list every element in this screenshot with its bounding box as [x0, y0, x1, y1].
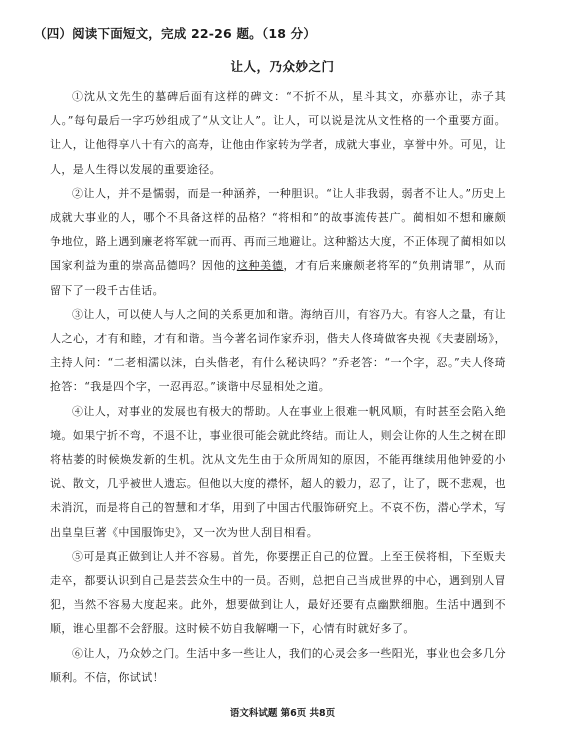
underlined-phrase: 这种美德: [236, 259, 284, 273]
paragraph-2-text: ②让人，并不是懦弱，而是一种涵养，一种胆识。“让人非我弱，弱者不让人。”历史上成就大事业的人，哪个不具备这样的品格？“将相和”的故事流传甚广。蔺相如不想和廉颇争地位，路上遇到廉老将军就一而再、再而三地避让。这种豁达大度，不正体现了蔺相如以国家利益为重的崇高品德吗？因他的: [50, 186, 506, 273]
paragraph-1: ①沈从文先生的墓碑后面有这样的碑文：“不折不从，星斗其文，亦慕亦让，赤子其人。”每句最后一字巧妙组成了“从文让人”。让人，可以说是沈从文性格的一个重要方面。让人，让他得享八十有六的高寿，让他由作家转为学者，成就大事业，享誉中外。可见，让人，是人生得以发展的重要途径。: [50, 90, 506, 176]
essay-body: [50, 85, 506, 690]
paragraph-4: ④让人，对事业的发展也有极大的帮助。人在事业上很难一帆风顺，有时甚至会陷入绝境。如果宁折不弯，不退不让，事业很可能会就此终结。而让人，则会让你的人生之树在即将枯萎的时候焕发新的生机。沈从文先生由于众所周知的原因，不能再继续用他钟爱的小说、散文，几乎被世人遗忘。但他以大度的襟怀，超人的毅力，忍了，让了，既不悲观，也未消沉，而是将自己的智慧和才华，用到了中国古代服饰研究上。不哀不伤，潜心学术，写出皇皇巨著《中国服饰史》，又一次为世人刮目相看。: [50, 404, 506, 539]
paragraph-2-tail: ，才有后来廉颇老将军的“负荆请罪”，从而留下了一段千古佳话。: [50, 259, 506, 297]
paragraph-5: ⑤可是真正做到让人并不容易。首先，你要摆正自己的位置。上至王侯将相，下至贩夫走卒，都要认识到自己是芸芸众生中的一员。否则，总把自己当成世界的中心，遇到别人冒犯，当然不容易大度起来。此外，想要做到让人，最好还要有点幽默细胞。生活中遇到不顺，谁心里都不会舒服。这时候不妨自我解嘲一下，心情有时就好多了。: [50, 549, 506, 636]
paragraph-2: [50, 182, 506, 303]
section-instruction: （四）阅读下面短文，完成 22-26 题。（18 分）: [34, 26, 317, 41]
essay-title: 让人，乃众妙之门: [230, 59, 335, 74]
page-footer: 语文科试题 第6页 共8页: [229, 708, 336, 719]
paragraph-6: ⑥让人，乃众妙之门。生活中多一些让人，我们的心灵会多一些阳光，事业也会多几分顺利。不信，你试试！: [50, 646, 506, 684]
paragraph-3: ③让人，可以使人与人之间的关系更加和谐。海纳百川，有容乃大。有容人之量，有让人之心，才有和睦，才有和谐。当今著名词作家乔羽，偕夫人佟琦做客央视《夫妻剧场》，主持人问：“二老相濡以沫，白头偕老，有什么秘诀吗？”乔老答：“一个字，忍。”夫人佟琦抢答：“我是四个字，一忍再忍。”谈谐中尽显相处之道。: [50, 307, 506, 394]
